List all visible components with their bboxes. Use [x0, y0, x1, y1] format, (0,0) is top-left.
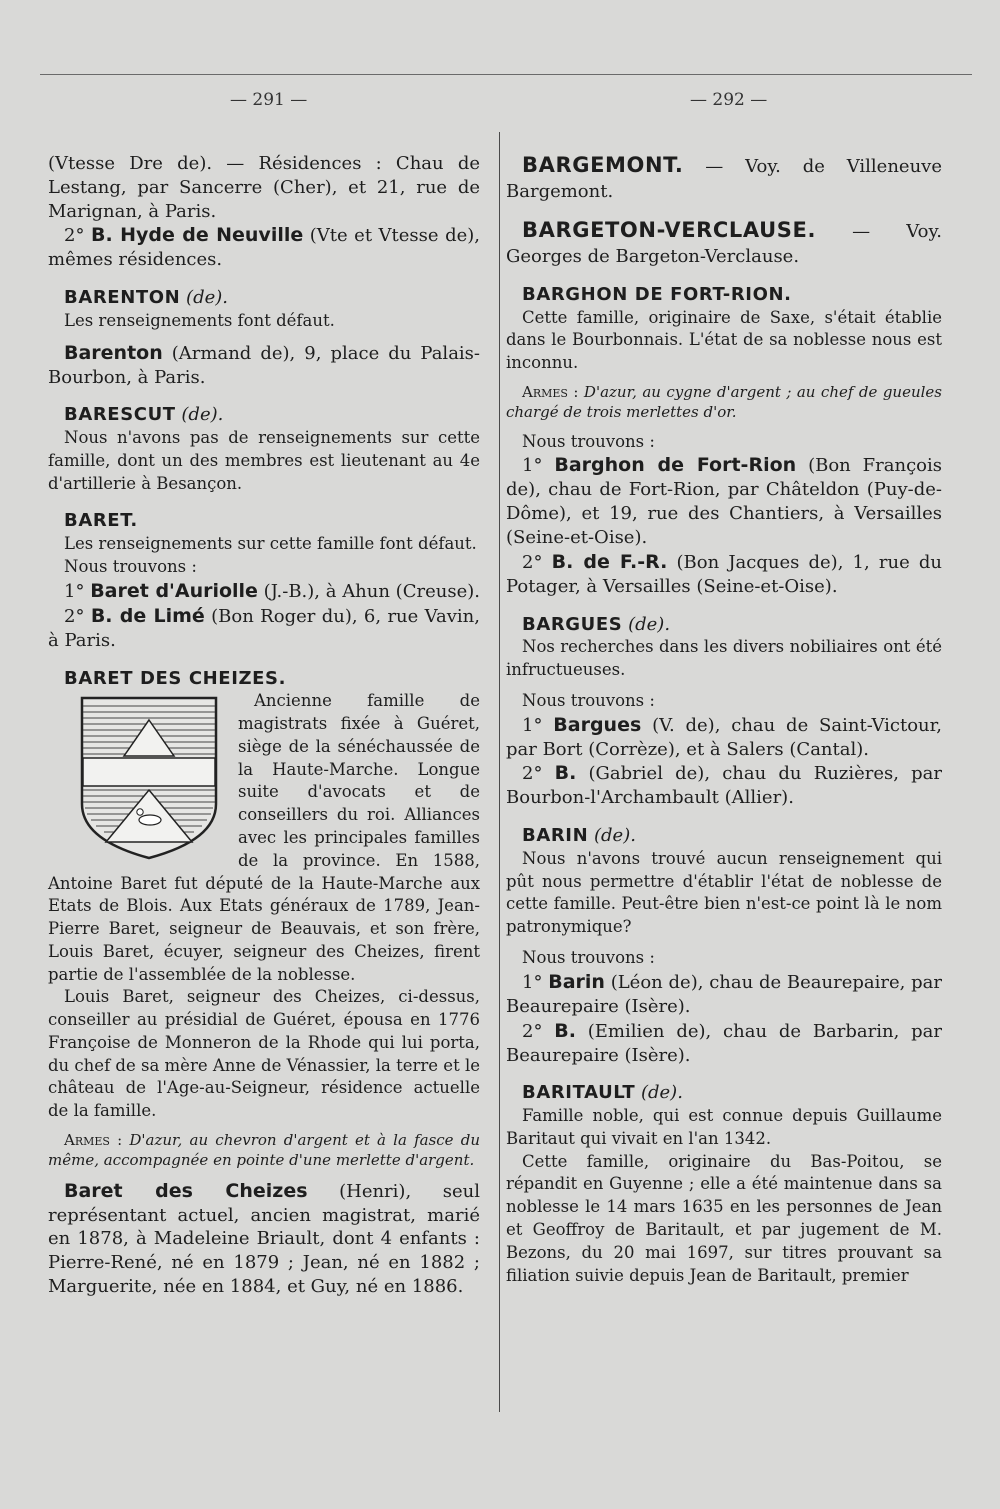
person-entry: Barenton (Armand de), 9, place du Palais-Bourbon, à Paris. [48, 341, 480, 388]
entry-text: Nos recherches dans les divers nobiliaires ont été infructueuses. [506, 637, 942, 680]
entry-heading-bargemont: BARGEMONT. — Voy. de Villeneuve Bargemont. [506, 153, 942, 202]
entry-heading-barin: BARIN (de). [522, 825, 636, 847]
person-entry: 1° Barin (Léon de), chau de Beaurepaire, par Beaurepaire (Isère). [506, 970, 942, 1017]
person-name: B. [554, 1019, 576, 1042]
coat-of-arms-image [74, 692, 224, 862]
person-entry: Baret des Cheizes (Henri), seul représentant actuel, ancien magistrat, marié en 1878, à Madeleine Briault, dont 4 enfants : Pierre-René, né en 1879 ; Jean, né en 1882 ; Marguerite, née en 1884, et Guy, né en 1886. [48, 1179, 480, 1297]
entry-heading-baritault: BARITAULT (de). [522, 1082, 683, 1104]
person-name: B. de F.-R. [551, 550, 668, 573]
entry-heading-barenton: BARENTON (de). [64, 287, 228, 309]
entry-text: Nous n'avons trouvé aucun renseignement qui pût nous permettre d'établir l'état de noblesse de cette famille. Peut-être bien n'est-ce point là le nom patronymique? [506, 848, 942, 937]
person-entry: 1° Barghon de Fort-Rion (Bon François de), chau de Fort-Rion, par Châteldon (Puy-de-Dôme), et 19, rue des Chantiers, à Versailles (Seine-et-Oise). [506, 454, 942, 548]
person-name: Barin [548, 970, 605, 993]
coat-of-arms-text: Armes : D'azur, au cygne d'argent ; au chef de gueules chargé de trois merlettes d'or. [506, 382, 942, 421]
person-name: Baret d'Auriolle [90, 579, 258, 602]
nous-trouvons: Nous trouvons : [64, 556, 197, 576]
person-entry: 2° B. de Limé (Bon Roger du), 6, rue Vavin, à Paris. [48, 604, 480, 651]
person-name: Baret des Cheizes [64, 1179, 308, 1202]
left-column [48, 152, 480, 1299]
entry-text: Ancienne famille de magistrats fixée à Guéret, siège de la sénéchaussée de la Haute-Marche. Longue suite d'avocats et de conseillers du roi. Alliances avec les principales familles de la province. En 1588, Antoine Baret fut député de la Haute-Marche aux Etats de Blois. Aux Etats généraux de 1789, Jean-Pierre Baret, seigneur de Beauvais, et son frère, Louis Baret, écuyer, seigneur des Cheizes, firent partie de l'assemblée de la noblesse. [48, 691, 480, 984]
entry-text: Louis Baret, seigneur des Cheizes, ci-dessus, conseiller au présidial de Guéret, épousa en 1776 Françoise de Monneron de la Rhode qui lui porta, du chef de sa mère Anne de Vénassier, la terre et le château de l'Age-au-Seigneur, résidence actuelle de la famille. [48, 987, 480, 1121]
nous-trouvons: Nous trouvons : [522, 690, 655, 710]
continued-entry-2: 2° B. Hyde de Neuville (Vte et Vtesse de), mêmes résidences. [48, 224, 480, 271]
person-entry: 1° Baret d'Auriolle (J.-B.), à Ahun (Creuse). [64, 579, 480, 602]
nous-trouvons: Nous trouvons : [522, 431, 655, 451]
nous-trouvons: Nous trouvons : [522, 948, 655, 968]
entry-heading-baret: BARET. [64, 510, 138, 532]
column-divider [499, 132, 500, 1412]
entry-heading-barghon: BARGHON DE FORT-RION. [522, 283, 792, 305]
coat-of-arms-text: Armes : D'azur, au chevron d'argent et à la fasce du même, accompagnée en pointe d'une merlette d'argent. [48, 1130, 480, 1169]
page-number-right: — 292 — [690, 90, 768, 110]
right-column [506, 152, 942, 1287]
person-entry: 2° B. (Emilien de), chau de Barbarin, par Beaurepaire (Isère). [506, 1019, 942, 1066]
person-name: B. Hyde de Neuville [90, 224, 304, 247]
person-name: Barenton [64, 341, 163, 364]
person-entry: 2° B. (Gabriel de), chau du Ruzières, par Bourbon-l'Archambault (Allier). [506, 762, 942, 809]
entry-text: Nous n'avons pas de renseignements sur cette famille, dont un des membres est lieutenant au 4e d'artillerie à Besançon. [48, 428, 480, 493]
entry-text: Cette famille, originaire de Saxe, s'était établie dans le Bourbonnais. L'état de sa noblesse nous est inconnu. [506, 307, 942, 373]
entry-heading-barescut: BARESCUT (de). [64, 404, 224, 426]
top-rule [40, 74, 972, 75]
person-entry: 2° B. de F.-R. (Bon Jacques de), 1, rue du Potager, à Versailles (Seine-et-Oise). [506, 550, 942, 597]
continued-entry: (Vtesse Dre de). — Résidences : Chau de Lestang, par Sancerre (Cher), et 21, rue de Marignan, à Paris. [48, 153, 480, 222]
entry-heading-bargeton-verclause: BARGETON-VERCLAUSE. — Voy. Georges de Bargeton-Verclause. [506, 218, 942, 268]
entry-text: Famille noble, qui est connue depuis Guillaume Baritaut qui vivait en l'an 1342. [506, 1106, 942, 1148]
entry-text: Cette famille, originaire du Bas-Poitou, se répandit en Guyenne ; elle a été maintenue dans sa noblesse le 14 mars 1635 en les personnes de Jean et Geoffroy de Baritault, et par jugement de M. Bezons, du 20 mai 1697, sur titres prouvant sa filiation suivie depuis Jean de Baritault, premier [506, 1151, 942, 1285]
entry-text: Les renseignements sur cette famille font défaut. [64, 534, 477, 554]
entry-heading-bargues: BARGUES (de). [522, 613, 671, 635]
person-name: Bargues [553, 713, 642, 736]
person-name: B. de Limé [90, 604, 205, 627]
page-number-left: — 291 — [230, 90, 308, 110]
person-entry: 1° Bargues (V. de), chau de Saint-Victour, par Bort (Corrèze), et à Salers (Cantal). [506, 713, 942, 760]
entry-text: Les renseignements font défaut. [64, 310, 335, 330]
person-name: Barghon de Fort-Rion [554, 454, 797, 477]
person-name: B. [554, 762, 577, 785]
entry-heading-baret-des-cheizes: BARET DES CHEIZES. [64, 667, 287, 689]
